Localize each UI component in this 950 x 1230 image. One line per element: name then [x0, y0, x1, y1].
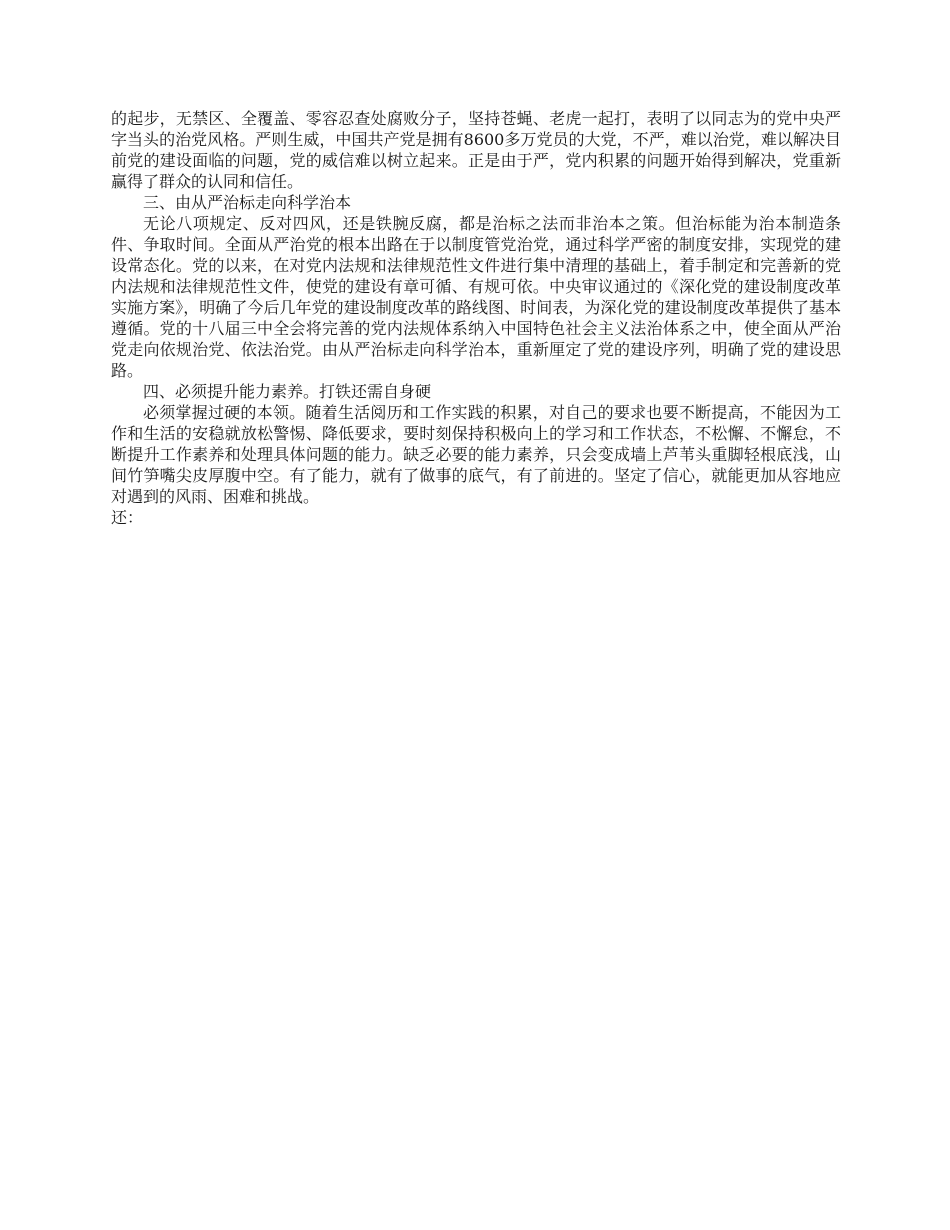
section-heading-3: 三、由从严治标走向科学治本 — [143, 193, 352, 212]
section-heading-4: 四、必须提升能力素养。打铁还需自身硬 — [143, 382, 432, 401]
paragraph-section-3: 无论八项规定、反对四风，还是铁腕反腐，都是治标之法而非治本之策。但治标能为治本制造条件、争取时间。全面从严治党的根本出路在于以制度管党治党，通过科学严密的制度安排，实现党的建设常态化。党的以来，在对党内法规和法律规范性文件进行集中清理的基础上，着手制定和完善新的党内法规和法律规范性文件，使党的建设有章可循、有规可依。中央审议通过的《深化党的建设制度改革实施方案》，明确了今后几年党的建设制度改革的路线图、时间表，为深化党的建设制度改革提供了基本遵循。党的十八届三中全会将完善的党内法规体系纳入中国特色社会主义法治体系之中，使全面从严治党走向依规治党、依法治党。由从严治标走向科学治本，重新厘定了党的建设序列，明确了党的建设思路。 — [111, 214, 841, 380]
paragraph-continuation: 的起步，无禁区、全覆盖、零容忍查处腐败分子，坚持苍蝇、老虎一起打，表明了以同志为的党中央严字当头的治党风格。严则生威，中国共产党是拥有8600多万党员的大党，不严，难以治党，难以解决目前党的建设面临的问题，党的威信难以树立起来。正是由于严，党内积累的问题开始得到解决，党重新赢得了群众的认同和信任。 — [111, 109, 841, 191]
document-page — [111, 108, 841, 528]
paragraph-section-4: 必须掌握过硬的本领。随着生活阅历和工作实践的积累，对自己的要求也要不断提高，不能因为工作和生活的安稳就放松警惕、降低要求，要时刻保持积极向上的学习和工作状态，不松懈、不懈怠，不断提升工作素养和处理具体问题的能力。缺乏必要的能力素养，只会变成墙上芦苇头重脚轻根底浅，山间竹笋嘴尖皮厚腹中空。有了能力，就有了做事的底气，有了前进的。坚定了信心，就能更加从容地应对遇到的风雨、困难和挑战。 — [111, 403, 841, 506]
trailing-text: 还： — [111, 508, 144, 527]
